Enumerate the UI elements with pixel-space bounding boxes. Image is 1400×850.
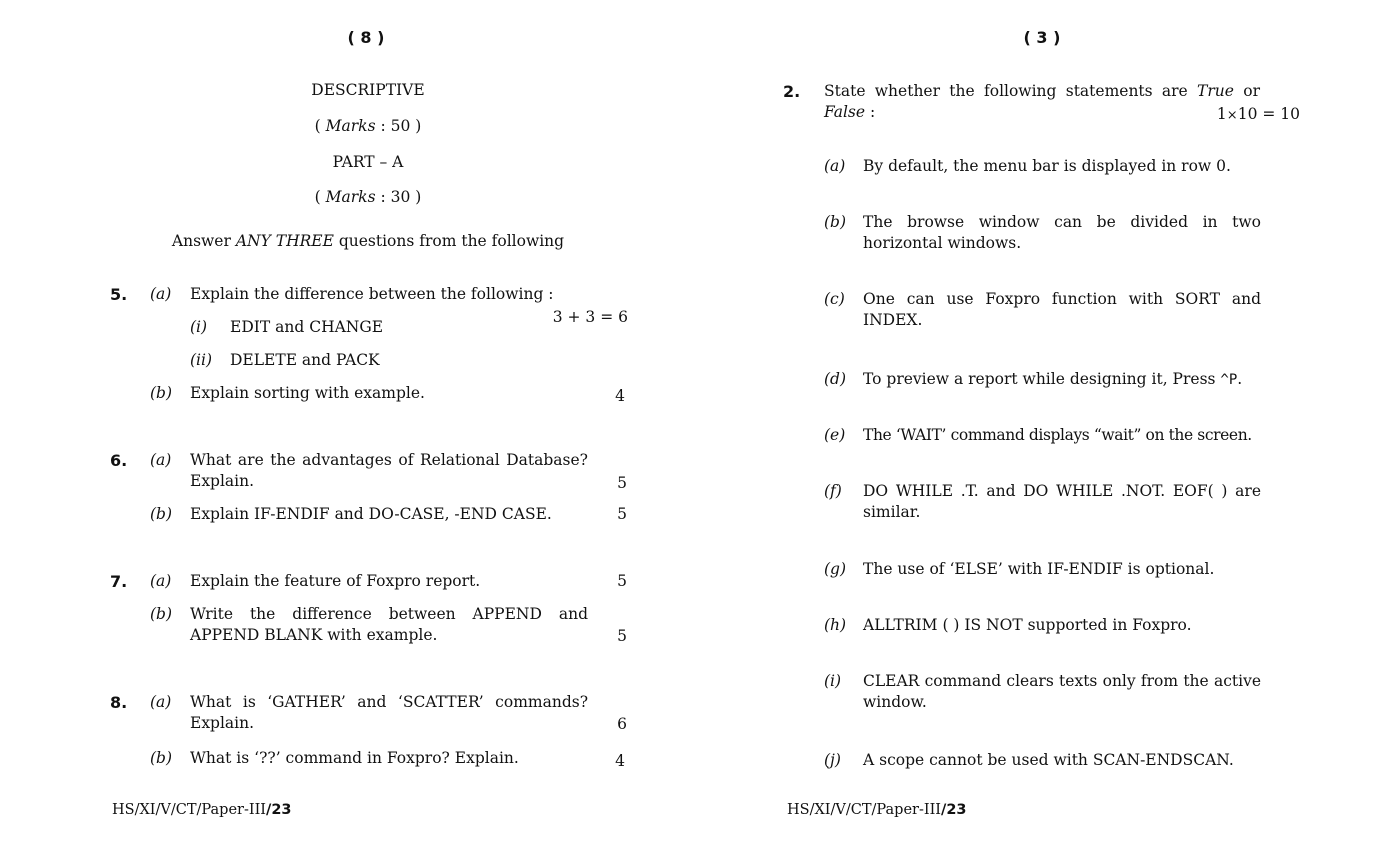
statement-label: (g) (824, 560, 847, 578)
marks: 1×10 = 10 (1216, 105, 1300, 123)
statement-label: (h) (824, 616, 847, 634)
page-number: ( 3 ) (1023, 28, 1061, 47)
marks: 5 (617, 474, 627, 492)
question-number: 8. (110, 693, 128, 712)
question-text: Explain IF-ENDIF and DO-CASE, -END CASE. (190, 505, 552, 523)
part-label: (a) (150, 451, 172, 469)
statement-text: CLEAR command clears texts only from the active window. (863, 672, 1261, 711)
right-page (700, 0, 1400, 850)
statement-text: ALLTRIM ( ) IS NOT supported in Foxpro. (863, 616, 1192, 634)
multiply-icon: × (1226, 108, 1238, 123)
question-text: What is ‘??’ command in Foxpro? Explain. (190, 749, 519, 767)
part-label: (b) (150, 505, 173, 523)
total-marks: ( Marks : 50 ) (314, 117, 422, 135)
question-text: Explain the feature of Foxpro report. (190, 572, 481, 590)
statement-label: (f) (824, 482, 842, 500)
part-label: (a) (150, 285, 172, 303)
instruction: Answer ANY THREE questions from the following (171, 232, 565, 250)
page-number: ( 8 ) (347, 28, 385, 47)
section-heading: DESCRIPTIVE (311, 81, 425, 99)
statement-label: (c) (824, 290, 845, 308)
statement-label: (e) (824, 426, 846, 444)
statement-text: A scope cannot be used with SCAN-ENDSCAN. (863, 751, 1234, 769)
part-label: (b) (150, 605, 173, 623)
page-footer: HS/XI/V/CT/Paper-III/23 (112, 802, 292, 818)
question-number: 5. (110, 285, 128, 304)
sub-label: (i) (190, 318, 208, 336)
question-text: Write the difference between APPEND and APPEND BLANK with example. (190, 605, 588, 644)
marks: 5 (617, 572, 627, 590)
marks: 3 + 3 = 6 (552, 308, 628, 326)
question-text: Explain sorting with example. (190, 384, 425, 402)
sub-text: EDIT and CHANGE (230, 318, 384, 336)
statement-text: The use of ‘ELSE’ with IF-ENDIF is optional. (863, 560, 1215, 578)
question-stem: State whether the following statements are True or False : (824, 82, 1260, 121)
statement-label: (j) (824, 751, 841, 769)
statement-text: The ‘WAIT’ command displays “wait” on the screen. (863, 426, 1252, 444)
marks: 5 (617, 505, 627, 523)
statement-text: To preview a report while designing it, Press ^P. (863, 370, 1243, 388)
part-marks: ( Marks : 30 ) (314, 188, 422, 206)
statement-text: By default, the menu bar is displayed in row 0. (863, 157, 1231, 175)
key-shortcut: ^P (1220, 372, 1238, 388)
sub-text: DELETE and PACK (230, 351, 380, 369)
statement-text: DO WHILE .T. and DO WHILE .NOT. EOF( ) are similar. (863, 482, 1261, 521)
statement-label: (a) (824, 157, 846, 175)
part-label: (a) (150, 693, 172, 711)
question-number: 6. (110, 451, 128, 470)
marks: 4 (615, 387, 625, 405)
statement-text: The browse window can be divided in two horizontal windows. (863, 213, 1261, 252)
marks: 5 (617, 627, 627, 645)
part-label: (b) (150, 749, 173, 767)
statement-text: One can use Foxpro function with SORT and INDEX. (863, 290, 1261, 329)
question-number: 2. (783, 82, 801, 101)
sub-label: (ii) (190, 351, 213, 369)
statement-label: (b) (824, 213, 847, 231)
statement-label: (i) (824, 672, 842, 690)
marks: 6 (617, 715, 627, 733)
statement-label: (d) (824, 370, 847, 388)
question-text: What are the advantages of Relational Database? Explain. (190, 451, 588, 490)
part-label: (b) (150, 384, 173, 402)
question-text: What is ‘GATHER’ and ‘SCATTER’ commands? Explain. (190, 693, 588, 732)
question-number: 7. (110, 572, 128, 591)
marks: 4 (615, 752, 625, 770)
question-text: Explain the difference between the following : (190, 285, 554, 303)
page-footer: HS/XI/V/CT/Paper-III/23 (787, 802, 967, 818)
part-label: (a) (150, 572, 172, 590)
part-heading: PART – A (332, 153, 404, 171)
